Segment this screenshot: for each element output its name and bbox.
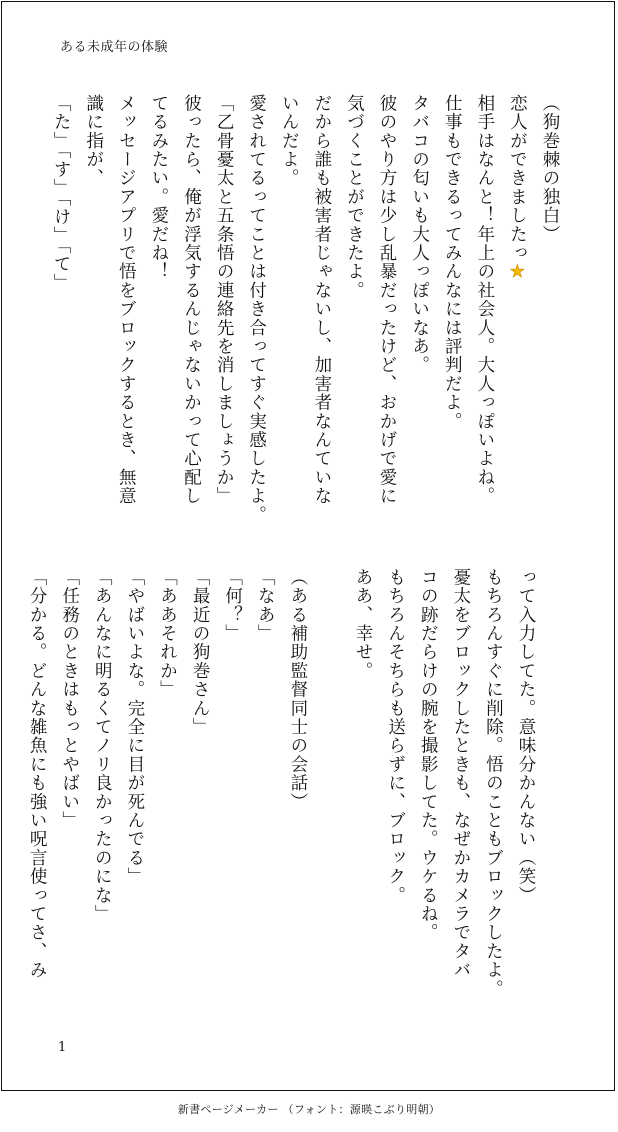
text-line: 「ああそれか」 bbox=[157, 568, 178, 699]
page-number: 1 bbox=[58, 1040, 67, 1055]
star-emoji-icon: ★ bbox=[507, 262, 528, 284]
text-line: ああ、幸せ。 bbox=[353, 568, 374, 681]
text-line: 「最近の狗巻さん」 bbox=[190, 568, 211, 737]
text-line: 識に指が、 bbox=[83, 94, 104, 188]
text-line: （狗巻棘の独白） bbox=[540, 94, 560, 244]
novel-text-lower-block bbox=[21, 568, 543, 998]
footer-credit: 新書ページメーカー （フォント：源暎こぶり明朝） bbox=[177, 1103, 441, 1116]
text-line: 「任務のときはもっとやばい」 bbox=[59, 568, 80, 830]
text-line: メッセージアプリで悟をブロックするとき、無意 bbox=[116, 94, 137, 506]
text-line: 「やばいよな。完全に目が死んでる」 bbox=[124, 568, 145, 886]
text-line: 「た」「す」「け」「て」 bbox=[51, 94, 72, 293]
text-line: 仕事もできるってみんなには評判だよ。 bbox=[442, 94, 463, 431]
text-line: 相手はなんと！年上の社会人。大人っぽいよね。 bbox=[474, 94, 495, 506]
text-line: 憂太をブロックしたときも、なぜかカメラでタバ bbox=[450, 568, 471, 980]
text-line: タバコの匂いも大人っぽいなあ。 bbox=[409, 94, 430, 375]
blank-line bbox=[314, 568, 347, 998]
text-line: 彼のやり方は少し乱暴だったけど、おかげで愛に bbox=[377, 94, 398, 506]
text-line: コの跡だらけの腕を撮影してた。ウケるね。 bbox=[418, 568, 439, 942]
text-line: （ある補助監督同士の会話） bbox=[287, 568, 308, 812]
text-line: 気づくことができたよ。 bbox=[344, 94, 365, 300]
text-line: 「なあ」 bbox=[255, 568, 276, 643]
page-title: ある未成年の体験 bbox=[60, 40, 169, 55]
text-line: 「あんなに明るくてノリ良かったのにな」 bbox=[92, 568, 113, 924]
text-line: だから誰も被害者じゃないし、加害者なんていな bbox=[311, 94, 332, 506]
text-line-content: 恋人ができましたっ bbox=[507, 94, 528, 263]
text-line bbox=[501, 94, 534, 524]
text-line: って入力してた。意味分かんない（笑） bbox=[516, 568, 536, 905]
text-line: いんだよ。 bbox=[279, 94, 300, 188]
text-line: もちろんそちらも送らずに、ブロック。 bbox=[385, 568, 406, 905]
text-line: 「分かる。どんな雑魚にも強い呪言使ってさ、み bbox=[27, 568, 48, 980]
text-line: 「乙骨憂太と五条悟の連絡先を消しましょうか」 bbox=[214, 94, 235, 506]
text-line: 愛されてるってことは付き合ってすぐ実感したよ。 bbox=[246, 94, 267, 525]
text-line: てるみたい。愛だね！ bbox=[148, 94, 169, 281]
novel-page bbox=[1, 1, 615, 1091]
novel-text-upper-block bbox=[45, 94, 567, 524]
text-line: 「何？」 bbox=[222, 568, 243, 643]
text-line: 彼ったら、俺が浮気するんじゃないかって心配し bbox=[181, 94, 202, 506]
text-line: もちろんすぐに削除。悟のこともブロックしたよ。 bbox=[483, 568, 504, 999]
